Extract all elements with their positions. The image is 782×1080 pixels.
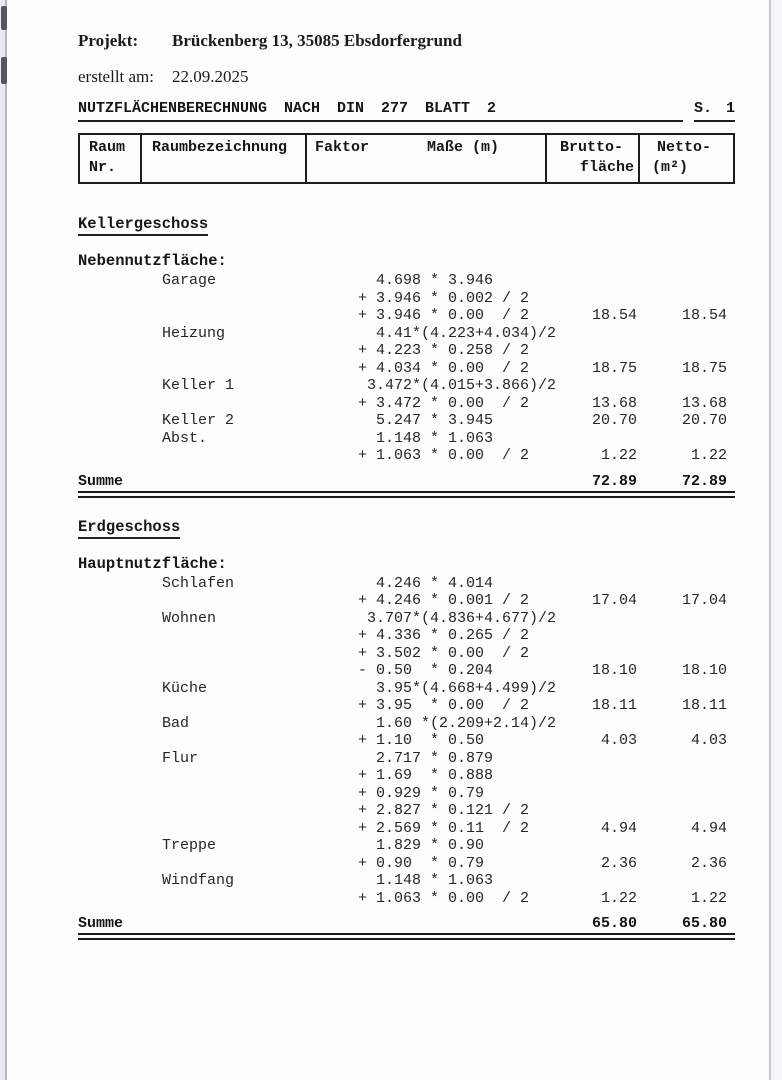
brutto-value bbox=[564, 750, 637, 768]
room-name bbox=[78, 290, 358, 308]
dimension-formula: + 4.034 * 0.00 / 2 bbox=[358, 359, 530, 377]
brutto-value: 4.94 bbox=[600, 819, 637, 837]
dimension-formula: 1.829 * 0.90 bbox=[358, 837, 485, 854]
room-name bbox=[78, 342, 358, 360]
calculation-sections bbox=[78, 215, 735, 940]
netto-value bbox=[637, 377, 727, 395]
netto-value bbox=[637, 715, 727, 733]
dimension-formula: + 1.69 * 0.888 bbox=[358, 767, 494, 784]
netto-value: 13.68 bbox=[681, 394, 727, 412]
calc-rows bbox=[78, 575, 735, 908]
calc-line bbox=[78, 575, 735, 593]
summe-label: Summe bbox=[78, 472, 124, 490]
calc-line bbox=[78, 610, 735, 628]
brutto-value bbox=[564, 575, 637, 593]
calc-line bbox=[78, 307, 735, 325]
dimension-formula: + 4.336 * 0.265 / 2 bbox=[358, 627, 530, 644]
calc-line bbox=[78, 627, 735, 645]
dimension-formula: + 3.946 * 0.002 / 2 bbox=[358, 289, 530, 307]
column-header-netto-m2: Netto- (m²) bbox=[638, 135, 733, 182]
dimension-formula: 5.247 * 3.945 bbox=[358, 412, 494, 429]
netto-value: 4.03 bbox=[690, 732, 727, 749]
calc-line bbox=[78, 697, 735, 715]
summe-rule-bottom bbox=[78, 496, 735, 498]
column-header-raumbezeichnung: Raumbezeichnung bbox=[140, 135, 305, 182]
netto-value bbox=[637, 272, 727, 290]
dimension-formula: 1.60 *(2.209+2.14)/2 bbox=[358, 714, 557, 732]
summe-rule-top bbox=[78, 491, 735, 493]
document-title-row bbox=[78, 101, 735, 122]
dimension-formula: + 3.472 * 0.00 / 2 bbox=[358, 394, 530, 412]
room-name bbox=[78, 855, 358, 873]
room-name: Treppe bbox=[162, 837, 217, 854]
netto-value bbox=[637, 627, 727, 645]
calc-line bbox=[78, 360, 735, 378]
netto-value bbox=[637, 645, 727, 663]
dimension-formula: 3.95*(4.668+4.499)/2 bbox=[358, 679, 557, 697]
netto-value bbox=[637, 342, 727, 360]
title-underline-filler bbox=[496, 101, 683, 122]
netto-value bbox=[637, 750, 727, 768]
dimension-formula: + 1.10 * 0.50 bbox=[358, 732, 485, 749]
netto-value bbox=[637, 767, 727, 785]
calc-rows bbox=[78, 272, 735, 465]
room-name: Flur bbox=[162, 749, 199, 767]
dimension-formula: + 3.946 * 0.00 / 2 bbox=[358, 307, 530, 324]
brutto-value: 13.68 bbox=[591, 394, 637, 412]
netto-value bbox=[637, 872, 727, 890]
brutto-value bbox=[564, 610, 637, 628]
project-row bbox=[78, 31, 735, 51]
summe-label: Summe bbox=[78, 915, 124, 932]
brutto-value: 1.22 bbox=[600, 447, 637, 464]
brutto-value: 18.11 bbox=[591, 697, 637, 714]
calc-line bbox=[78, 662, 735, 680]
brutto-value bbox=[564, 645, 637, 663]
netto-value bbox=[637, 802, 727, 820]
dimension-formula: 3.707*(4.836+4.677)/2 bbox=[358, 609, 557, 627]
calc-line bbox=[78, 645, 735, 663]
brutto-value bbox=[564, 837, 637, 855]
floor-heading: Kellergeschoss bbox=[78, 216, 208, 236]
room-name bbox=[78, 447, 358, 465]
column-header-bruttoflaeche: Brutto- fläche bbox=[545, 135, 638, 182]
netto-value: 18.54 bbox=[681, 307, 727, 324]
brutto-value bbox=[564, 802, 637, 820]
netto-value: 1.22 bbox=[690, 889, 727, 907]
summe-brutto-value: 65.80 bbox=[591, 915, 637, 932]
calc-line bbox=[78, 872, 735, 890]
dimension-formula: + 0.90 * 0.79 bbox=[358, 854, 485, 872]
usage-category-heading: Nebennutzfläche: bbox=[78, 252, 227, 270]
netto-value: 1.22 bbox=[690, 447, 727, 464]
scan-artifact-mark bbox=[1, 6, 7, 30]
brutto-value: 4.03 bbox=[600, 732, 637, 749]
calc-line bbox=[78, 750, 735, 768]
dimension-formula: + 4.223 * 0.258 / 2 bbox=[358, 342, 530, 359]
brutto-value: 18.75 bbox=[591, 359, 637, 377]
room-name bbox=[78, 697, 358, 715]
room-name: Schlafen bbox=[162, 574, 235, 592]
netto-value bbox=[637, 680, 727, 698]
column-header-faktor-masse bbox=[305, 135, 545, 182]
netto-value bbox=[637, 290, 727, 308]
calc-line bbox=[78, 290, 735, 308]
brutto-value: 18.54 bbox=[591, 307, 637, 324]
calc-line bbox=[78, 837, 735, 855]
room-name: Windfang bbox=[162, 872, 235, 889]
room-name bbox=[78, 627, 358, 645]
netto-value: 18.75 bbox=[681, 359, 727, 377]
room-name bbox=[78, 767, 358, 785]
page-content bbox=[78, 0, 735, 940]
brutto-value bbox=[564, 430, 637, 448]
brutto-value: 17.04 bbox=[591, 592, 637, 609]
brutto-value: 2.36 bbox=[600, 854, 637, 872]
room-name bbox=[78, 645, 358, 663]
floor-heading: Erdgeschoss bbox=[78, 519, 180, 539]
brutto-value bbox=[564, 715, 637, 733]
calc-line bbox=[78, 820, 735, 838]
dimension-formula: 4.246 * 4.014 bbox=[358, 574, 494, 592]
brutto-value bbox=[564, 272, 637, 290]
room-name bbox=[78, 360, 358, 378]
dimension-formula: + 3.502 * 0.00 / 2 bbox=[358, 644, 530, 662]
column-header-masse: Maße (m) bbox=[427, 139, 500, 156]
dimension-formula: 2.717 * 0.879 bbox=[358, 749, 494, 767]
dimension-formula: 1.148 * 1.063 bbox=[358, 872, 494, 889]
dimension-formula: 1.148 * 1.063 bbox=[358, 429, 494, 447]
room-name: Abst. bbox=[162, 429, 208, 447]
room-name bbox=[78, 732, 358, 750]
calc-line bbox=[78, 377, 735, 395]
dimension-formula: + 1.063 * 0.00 / 2 bbox=[358, 447, 530, 464]
netto-value: 20.70 bbox=[681, 412, 727, 429]
calc-line bbox=[78, 325, 735, 343]
netto-value bbox=[637, 430, 727, 448]
room-name: Keller 1 bbox=[162, 377, 235, 394]
page-number: S. 1 bbox=[694, 101, 735, 122]
dimension-formula: + 0.929 * 0.79 bbox=[358, 784, 485, 802]
document-title: NUTZFLÄCHENBERECHNUNG NACH DIN 277 BLATT 2 bbox=[78, 101, 496, 122]
table-header bbox=[78, 133, 735, 184]
netto-value bbox=[637, 785, 727, 803]
calc-line bbox=[78, 430, 735, 448]
netto-value: 17.04 bbox=[681, 592, 727, 609]
floor-section bbox=[78, 518, 735, 941]
calc-line bbox=[78, 680, 735, 698]
room-name bbox=[78, 802, 358, 820]
room-name: Heizung bbox=[162, 324, 226, 342]
room-name bbox=[78, 785, 358, 803]
room-name: Bad bbox=[162, 714, 190, 732]
dimension-formula: + 2.569 * 0.11 / 2 bbox=[358, 819, 530, 837]
calc-line bbox=[78, 785, 735, 803]
netto-value: 18.10 bbox=[681, 662, 727, 679]
brutto-value bbox=[564, 767, 637, 785]
dimension-formula: + 2.827 * 0.121 / 2 bbox=[358, 802, 530, 819]
summe-netto-value: 72.89 bbox=[681, 472, 727, 490]
calc-line bbox=[78, 395, 735, 413]
dimension-formula: 4.41*(4.223+4.034)/2 bbox=[358, 324, 557, 342]
dimension-formula: + 1.063 * 0.00 / 2 bbox=[358, 889, 530, 907]
dimension-formula: + 3.95 * 0.00 / 2 bbox=[358, 697, 530, 714]
netto-value: 4.94 bbox=[690, 819, 727, 837]
column-header-faktor: Faktor bbox=[315, 139, 370, 156]
brutto-value bbox=[564, 342, 637, 360]
room-name bbox=[78, 820, 358, 838]
calc-line bbox=[78, 447, 735, 465]
dimension-formula: 3.472*(4.015+3.866)/2 bbox=[358, 377, 557, 394]
project-label: Projekt: bbox=[78, 31, 139, 50]
brutto-value bbox=[564, 290, 637, 308]
netto-value bbox=[637, 610, 727, 628]
room-name: Garage bbox=[162, 272, 217, 289]
room-name bbox=[78, 395, 358, 413]
room-name: Wohnen bbox=[162, 609, 217, 627]
calc-line bbox=[78, 715, 735, 733]
calc-line bbox=[78, 767, 735, 785]
created-row bbox=[78, 67, 735, 87]
created-label: erstellt am: bbox=[78, 67, 155, 86]
netto-value bbox=[637, 325, 727, 343]
calc-line bbox=[78, 732, 735, 750]
netto-value: 2.36 bbox=[690, 854, 727, 872]
netto-value bbox=[637, 575, 727, 593]
room-name bbox=[78, 307, 358, 325]
usage-category-heading: Hauptnutzfläche: bbox=[78, 554, 227, 573]
netto-value: 18.11 bbox=[681, 697, 727, 714]
room-name: Küche bbox=[162, 679, 208, 697]
brutto-value bbox=[564, 627, 637, 645]
room-name bbox=[78, 890, 358, 908]
brutto-value bbox=[564, 377, 637, 395]
summe-brutto-value: 72.89 bbox=[591, 472, 637, 490]
project-value: Brückenberg 13, 35085 Ebsdorfergrund bbox=[172, 31, 462, 50]
summe-rule-top bbox=[78, 933, 735, 935]
calc-line bbox=[78, 412, 735, 430]
dimension-formula: - 0.50 * 0.204 bbox=[358, 662, 494, 679]
summe-rule-bottom bbox=[78, 938, 735, 940]
scan-artifact-mark bbox=[1, 57, 7, 84]
calc-line bbox=[78, 592, 735, 610]
scan-edge-left bbox=[0, 0, 7, 1080]
brutto-value: 18.10 bbox=[591, 662, 637, 679]
calc-line bbox=[78, 802, 735, 820]
brutto-value: 1.22 bbox=[600, 889, 637, 907]
calc-line bbox=[78, 342, 735, 360]
summe-row bbox=[78, 915, 735, 932]
calc-line bbox=[78, 272, 735, 290]
brutto-value bbox=[564, 872, 637, 890]
room-name: Keller 2 bbox=[162, 412, 235, 429]
calc-line bbox=[78, 890, 735, 908]
brutto-value bbox=[564, 680, 637, 698]
summe-row bbox=[78, 473, 735, 490]
brutto-value bbox=[564, 785, 637, 803]
floor-section bbox=[78, 215, 735, 498]
scan-edge-right bbox=[769, 0, 782, 1080]
brutto-value: 20.70 bbox=[591, 412, 637, 429]
created-value: 22.09.2025 bbox=[172, 67, 249, 86]
summe-netto-value: 65.80 bbox=[681, 915, 727, 932]
column-header-raum-nr: Raum Nr. bbox=[89, 139, 126, 176]
brutto-value bbox=[564, 325, 637, 343]
dimension-formula: + 4.246 * 0.001 / 2 bbox=[358, 592, 530, 609]
netto-value bbox=[637, 837, 727, 855]
calc-line bbox=[78, 855, 735, 873]
room-name bbox=[78, 662, 358, 680]
dimension-formula: 4.698 * 3.946 bbox=[358, 272, 494, 289]
room-name bbox=[78, 592, 358, 610]
